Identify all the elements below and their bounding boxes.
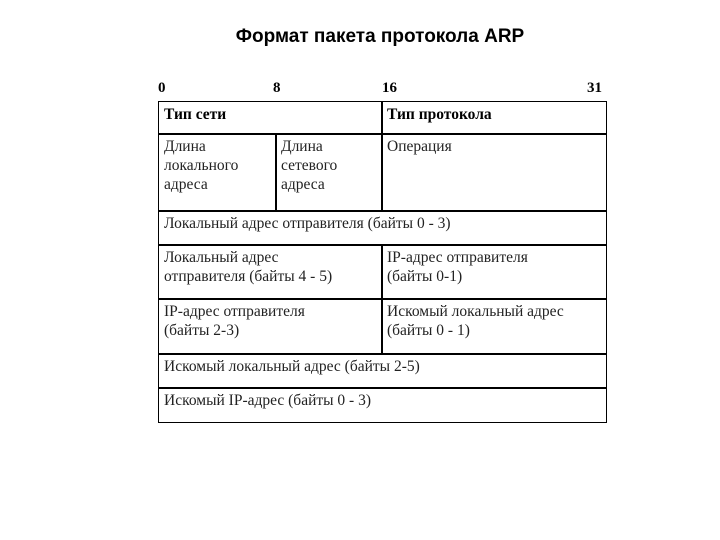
bit-label-8: 8 [273,80,281,96]
field-hw-addr-length: Длина локального адреса [158,133,277,212]
bit-label-16: 16 [382,80,397,96]
bit-label-31: 31 [587,80,602,96]
bit-label-0: 0 [158,80,166,96]
diagram-title: Формат пакета протокола ARP [235,26,525,47]
field-target-hw-addr-2-5: Искомый локальный адрес (байты 2-5) [158,353,607,389]
field-proto-addr-length: Длина сетевого адреса [275,133,383,212]
field-sender-hw-addr-0-3: Локальный адрес отправителя (байты 0 - 3) [158,210,607,246]
field-protocol-type: Тип протокола [381,101,607,135]
field-hardware-type: Тип сети [158,101,383,135]
field-sender-ip-2-3: IP-адрес отправителя (байты 2-3) [158,298,383,355]
field-target-hw-addr-0-1: Искомый локальный адрес (байты 0 - 1) [381,298,607,355]
field-operation: Операция [381,133,607,212]
field-sender-hw-addr-4-5: Локальный адрес отправителя (байты 4 - 5) [158,244,383,300]
field-target-ip-0-3: Искомый IP-адрес (байты 0 - 3) [158,387,607,423]
field-sender-ip-0-1: IP-адрес отправителя (байты 0-1) [381,244,607,300]
